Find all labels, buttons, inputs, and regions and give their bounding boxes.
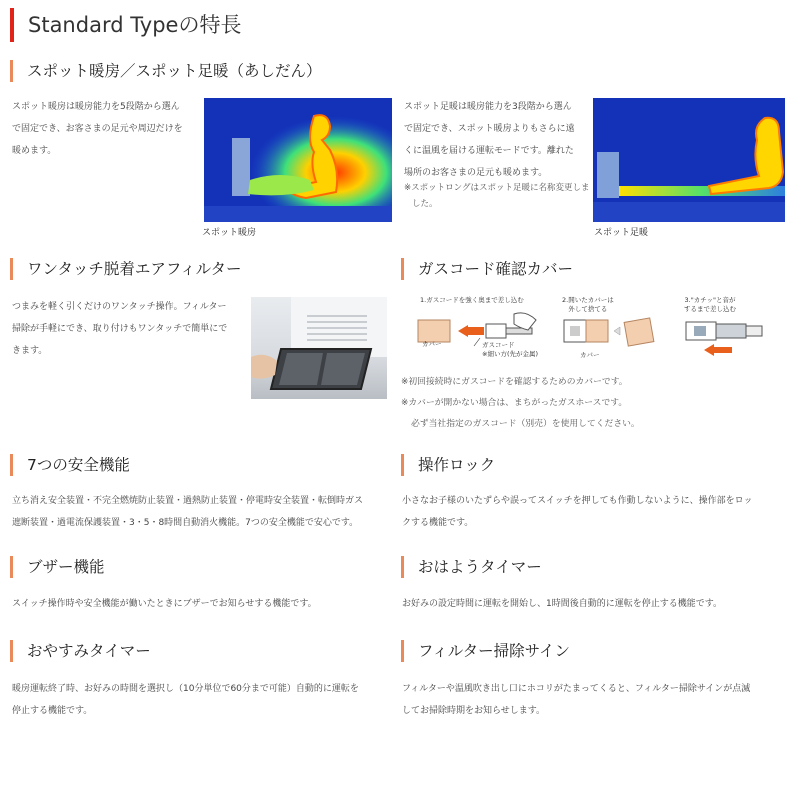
text-line: つまみを軽く引くだけのワンタッチ操作。フィルター <box>12 302 227 312</box>
text-line: クする機能です。 <box>402 518 474 528</box>
spot-foot-heating-thermal-image <box>593 98 785 222</box>
text-line: お好みの設定時間に運転を開始し、1時間後自動的に運転を停止する機能です。 <box>402 599 723 609</box>
note-line: ※初回接続時にガスコードを確認するためのカバーです。 <box>401 377 628 387</box>
morning-timer-text <box>402 593 794 615</box>
text-line: 停止する機能です。 <box>12 706 93 716</box>
text-line: 遮断装置・過電流保護装置・3・5・8時間自動消火機能。7つの安全機能で安心です。 <box>12 518 359 528</box>
air-filter-photo <box>251 297 387 399</box>
text-line: スポット足暖は暖房能力を3段階から選ん <box>404 102 572 112</box>
gascord-tip-label: ※細い方(先が金属) <box>482 350 539 358</box>
lock-heading: 操作ロック <box>401 454 495 476</box>
note-line: ※スポットロングはスポット足暖に名称変更しま <box>404 183 590 193</box>
text-line: 小さなお子様のいたずらや誤ってスイッチを押しても作動しないように、操作部をロッ <box>402 496 753 506</box>
diag-line: するまで差し込む <box>684 305 736 313</box>
gas-step1-label: 1.ガスコードを強く奥まで差し込む <box>420 296 524 304</box>
diag-line: 外して捨てる <box>568 305 608 313</box>
text-line: 場所のお客さまの足元も暖めます。 <box>404 168 548 178</box>
note-line: 必ず当社指定のガスコード（別売）を使用してください。 <box>411 419 640 429</box>
gas-cover-notes <box>401 372 793 435</box>
text-line: で固定でき、お客さまの足元や周辺だけを <box>12 124 183 134</box>
spot-heating-thermal-image <box>204 98 392 222</box>
filter-sign-heading: フィルター掃除サイン <box>401 640 570 662</box>
note-line: した。 <box>412 199 438 209</box>
text-line: くに温風を届ける運転モードです。離れた <box>404 146 574 156</box>
spot-right-text <box>404 96 594 184</box>
text-line: 掃除が手軽にでき、取り付けもワンタッチで簡単にで <box>12 324 228 334</box>
diag-line: 3."カチッ"と音が <box>684 296 736 304</box>
text-line: スイッチ操作時や安全機能が働いたときにブザーでお知らせする機能です。 <box>12 599 317 609</box>
text-line: 暖めます。 <box>12 146 57 156</box>
gascord-label: ガスコード <box>482 341 515 349</box>
gas-cover-heading: ガスコード確認カバー <box>401 258 573 280</box>
text-line: きます。 <box>12 346 48 356</box>
diag-line: 2.開いたカバーは <box>562 296 614 304</box>
filter-text <box>12 296 248 362</box>
cover-label-step1: カバー <box>422 340 442 348</box>
safety-heading: 7つの安全機能 <box>10 454 130 476</box>
spot-heating-caption: スポット暖房 <box>202 228 257 238</box>
text-line: スポット暖房は暖房能力を5段階から選ん <box>12 102 180 112</box>
sleep-timer-heading: おやすみタイマー <box>10 640 151 662</box>
sleep-timer-text <box>12 678 392 722</box>
text-line: してお掃除時期をお知らせします。 <box>402 706 546 716</box>
buzzer-heading: ブザー機能 <box>10 556 105 578</box>
spot-right-note <box>404 180 594 212</box>
morning-timer-heading: おはようタイマー <box>401 556 542 578</box>
text-line: で固定でき、スポット暖房よりもさらに遠 <box>404 124 575 134</box>
text-line: 立ち消え安全装置・不完全燃焼防止装置・過熱防止装置・停電時安全装置・転倒時ガス <box>12 496 364 506</box>
note-line: ※カバーが開かない場合は、まちがったガスホースです。 <box>401 398 628 408</box>
gas-cover-diagram <box>414 306 794 364</box>
spot-left-text <box>12 96 202 162</box>
spot-heading: スポット暖房／スポット足暖（あしだん） <box>10 60 322 82</box>
spot-foot-heating-caption: スポット足暖 <box>594 228 649 238</box>
filter-sign-text <box>402 678 794 722</box>
safety-text <box>12 490 392 534</box>
text-line: 暖房運転終了時、お好みの時間を選択し（10分単位で60分まで可能）自動的に運転を <box>12 684 359 694</box>
filter-heading: ワンタッチ脱着エアフィルター <box>10 258 242 280</box>
buzzer-text <box>12 593 392 615</box>
cover-label-step2: カバー <box>580 351 600 359</box>
page-title: Standard Typeの特長 <box>10 8 241 42</box>
lock-text <box>402 490 794 534</box>
text-line: フィルターや温風吹き出し口にホコリがたまってくると、フィルター掃除サインが点滅 <box>402 684 751 694</box>
